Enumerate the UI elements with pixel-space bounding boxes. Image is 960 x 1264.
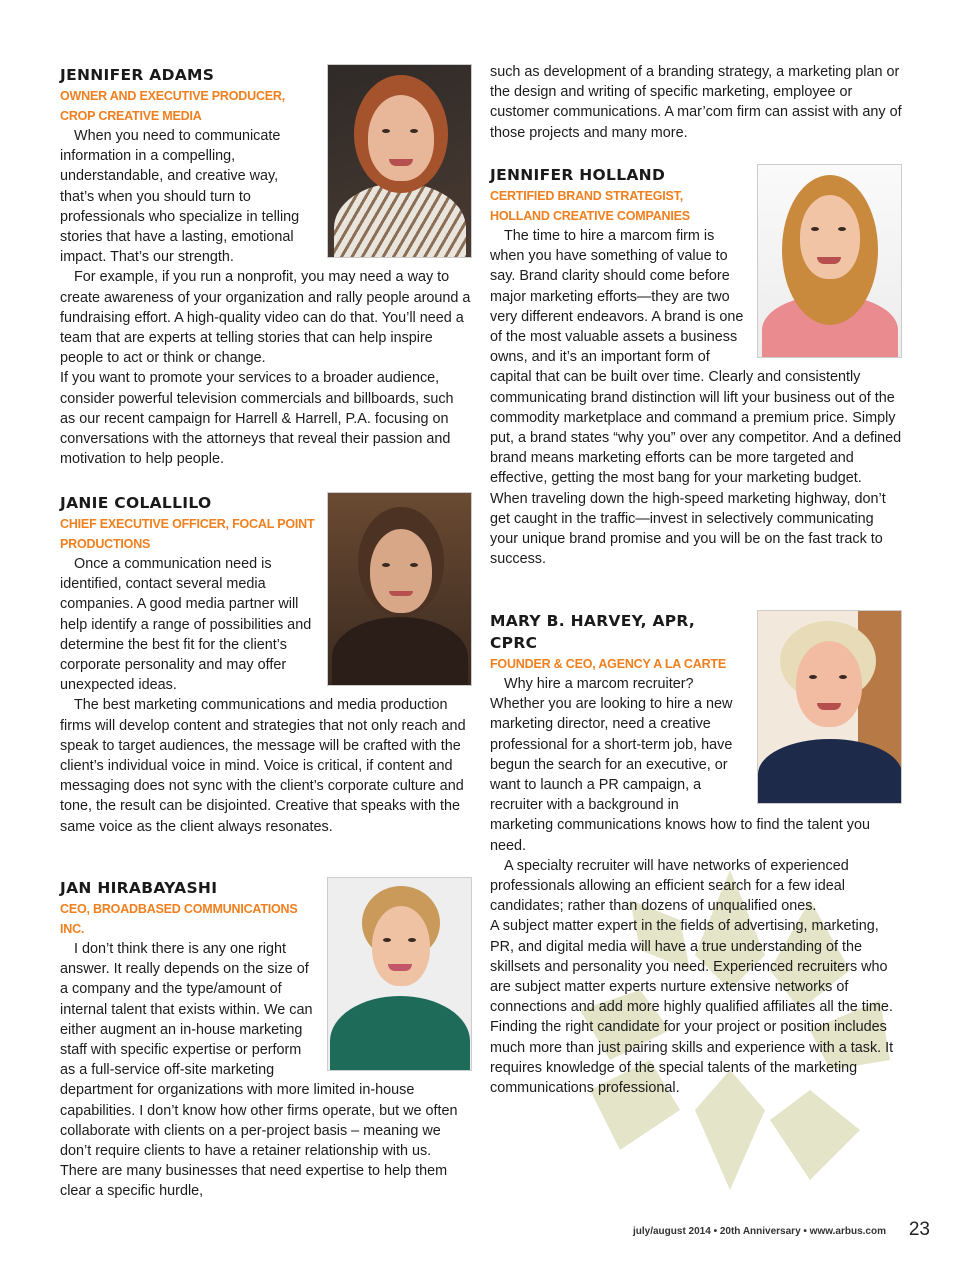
janie-colallilo-paragraph-1: Once a communication need is identified, contact several media companies. A good media partner will help identify a range of possibilities and determine the best fit for the client’s corporate personality and may offer unexpected ideas.: [60, 556, 312, 694]
mary-harvey-paragraph-1: Why hire a marcom recruiter? Whether you are looking to hire a new marketing director, need a creative professional for a short-term job, have begun the search for an executive, or want to launch a PR campaign, a recruiter with a background in marketing communications knows how to find the talent you need.: [490, 676, 870, 854]
jennifer-holland-photo: [757, 164, 902, 358]
continued-paragraph: such as development of a branding strategy, a marketing plan or the design and writing of specific marketing, employee or customer communications. A mar’com firm can assist with any of those projects and many more.: [490, 64, 902, 141]
jennifer-holland-title-line1: CERTIFIED BRAND STRATEGIST,: [490, 189, 683, 203]
profile-janie-colallilo: [60, 492, 472, 837]
jennifer-adams-photo: [327, 64, 472, 258]
jennifer-adams-paragraph-3: If you want to promote your services to a broader audience, consider powerful television commercials and billboards, such as our recent campaign for Harrell & Harrell, P.A. focusing on conversations with the attorneys that reveal their passion and motivation to help people.: [60, 370, 454, 468]
mary-harvey-photo: [757, 610, 902, 804]
mary-harvey-paragraph-3: A subject matter expert in the fields of advertising, marketing, PR, and digital media will have a true understanding of the skillsets and personality you need. Experienced recruiters who are subject matter experts nurture extensive networks of connections and add more highly qualified affiliates all the time. Finding the right candidate for your project or position includes much more than just pairing skills and experience with a task. It requires knowledge of the special talents of the marketing communications professional.: [490, 918, 894, 1097]
jennifer-adams-paragraph-1: When you need to communicate information in a compelling, understandable, and creative way, that’s when you should turn to professionals who specialize in telling stories that have a lasting, emotional impact. That’s our strength.: [60, 128, 300, 266]
jan-hirabayashi-name: JAN HIRABAYASHI: [60, 879, 218, 897]
mary-harvey-title: FOUNDER & CEO, AGENCY A LA CARTE: [490, 657, 726, 671]
janie-colallilo-name: JANIE COLALLILO: [60, 494, 212, 512]
jennifer-adams-name: JENNIFER ADAMS: [60, 66, 215, 84]
jennifer-adams-title-line2: CROP CREATIVE MEDIA: [60, 109, 202, 123]
mary-harvey-paragraph-2: A specialty recruiter will have networks of experienced professionals allowing an efficient search for a few ideal candidates; rather than dozens of unqualified ones.: [490, 857, 849, 915]
janie-colallilo-photo: [327, 492, 472, 686]
profile-jennifer-holland: [490, 164, 902, 569]
jan-hirabayashi-paragraph-1: I don’t think there is any one right answer. It really depends on the size of a company and the type/amount of internal talent that exists within. We can either augment an in-house marketing staff with specific expertise or perform as a full-service off-site marketing department for organizations with more limited in-house capabilities. I don’t know how other firms operate, but we often collaborate with clients on a per-project basis – meaning we don’t require clients to have a retainer relationship with us. There are many businesses that need expertise to help them clear a specific hurdle,: [60, 941, 458, 1200]
page-number: 23: [908, 1219, 930, 1240]
footer-text: july/august 2014 • 20th Anniversary • www.arbus.com: [632, 1226, 886, 1237]
jennifer-holland-name: JENNIFER HOLLAND: [490, 166, 666, 184]
profile-mary-harvey: [490, 610, 902, 1098]
jennifer-holland-title-line2: HOLLAND CREATIVE COMPANIES: [490, 209, 690, 223]
jennifer-adams-title-line1: OWNER AND EXECUTIVE PRODUCER,: [60, 89, 286, 103]
profile-jennifer-adams: [60, 64, 472, 469]
profile-jan-hirabayashi: [60, 877, 472, 1202]
mary-harvey-name: MARY B. HARVEY, APR, CPRC: [490, 612, 696, 652]
jennifer-holland-paragraph-1: The time to hire a marcom firm is when you have something of value to say. Brand clarity should come before major marketing efforts—they are two very different endeavors. A brand is one of the most valuable assets a business owns, and it’s an important form of capital that can be built over time. Clearly and consistently communicating brand distinction will lift your business out of the commodity marketplace and command a premium price. Simply put, a brand states “why you” over any competitor. And a defined brand means marketing efforts can be more targeted and effective, getting the most bang for your marketing budget. When traveling down the high-speed marketing highway, don’t get caught in the traffic—invest in selectively communicating your unique brand promise and you will be on the fast track to success.: [490, 228, 902, 568]
janie-colallilo-title-line1: CHIEF EXECUTIVE OFFICER, FOCAL POINT: [60, 517, 315, 531]
janie-colallilo-paragraph-2: The best marketing communications and media production firms will develop content and strategies that not only reach and speak to target audiences, the message will be crafted with the client’s individual voice in mind. Voice is critical, if content and messaging does not sync with the client’s corporate culture and tone, the result can be disjointed. Creative that speaks with the same voice as the client always resonates.: [60, 697, 466, 835]
jan-hirabayashi-title-line2: INC.: [60, 922, 85, 936]
jennifer-adams-paragraph-2: For example, if you run a nonprofit, you may need a way to create awareness of your organization and rally people around a fundraising effort. A high-quality video can do that. You’ll need a team that are experts at telling stories that can help inspire people to act or think or change.: [60, 269, 471, 367]
janie-colallilo-title-line2: PRODUCTIONS: [60, 537, 151, 551]
jan-hirabayashi-photo: [327, 877, 472, 1071]
right-column: [490, 62, 902, 1097]
jan-hirabayashi-title-line1: CEO, BROADBASED COMMUNICATIONS: [60, 902, 298, 916]
